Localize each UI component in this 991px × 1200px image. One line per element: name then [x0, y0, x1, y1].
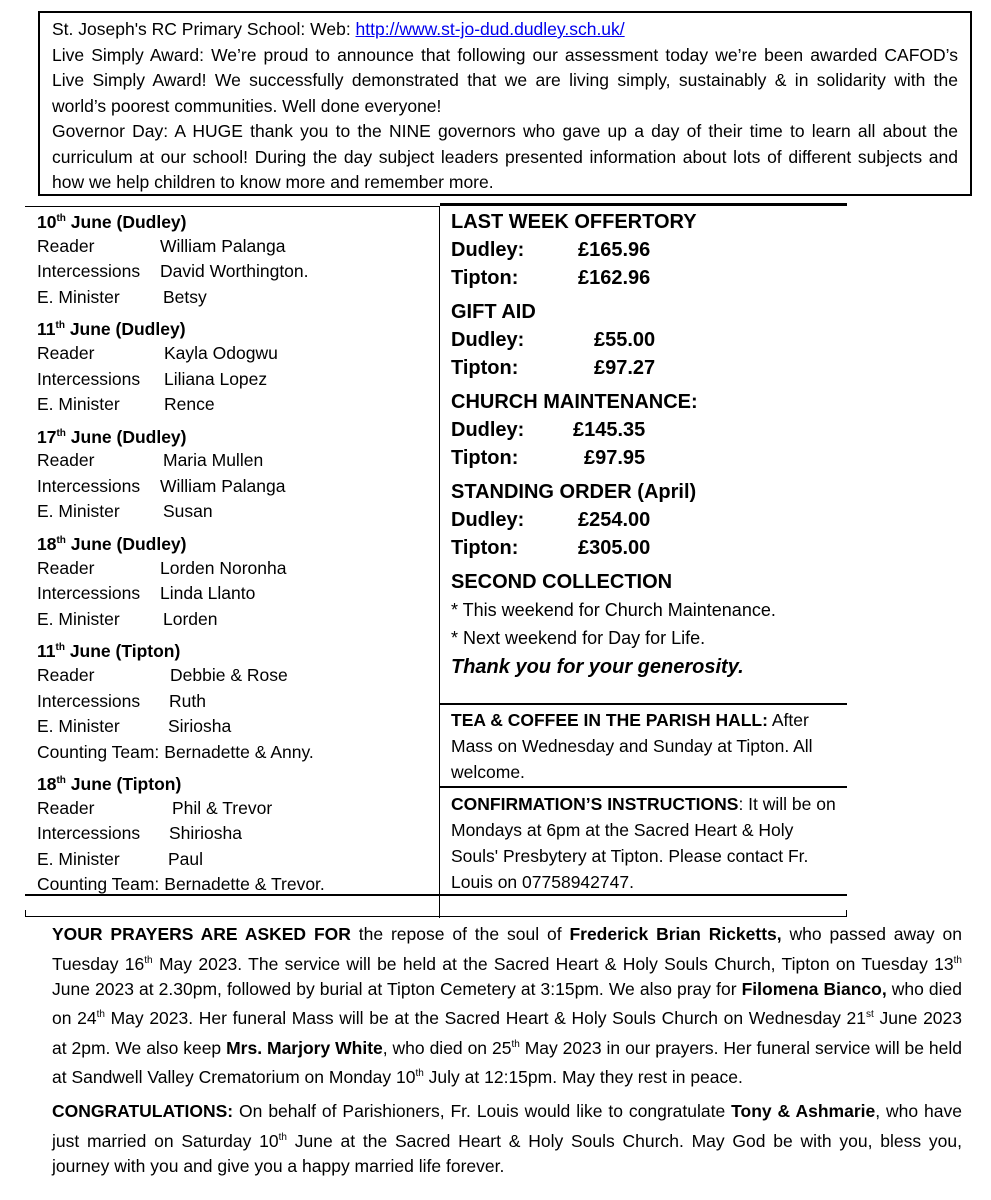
- notices-bottom: [52, 922, 962, 1189]
- offertory-top-rule: [440, 203, 847, 206]
- rota-role: Intercessions: [37, 368, 141, 389]
- rota-row: [37, 556, 437, 582]
- offertory-panel: [451, 208, 841, 688]
- footer-tick-left: [25, 910, 26, 917]
- text: May 2023. The service will be held at the Sacred Heart & Holy Souls Church, Tipton on Tuesday 13: [152, 953, 954, 974]
- rota-person: David Worthington.: [160, 261, 309, 282]
- offertory-row: [451, 506, 841, 534]
- rota-day: [37, 422, 437, 525]
- thanks-message: Thank you for your generosity.: [451, 656, 744, 678]
- rota-row: [37, 796, 437, 822]
- text: June at the Sacred Heart & Holy Souls Church. May God be with you, bless you, journey with you and give you a happy married life forever.: [52, 1130, 962, 1177]
- rota-row: [37, 285, 437, 311]
- church-location: Dudley:: [451, 239, 525, 261]
- rota-person: Debbie & Rose: [170, 665, 288, 686]
- rota-role: Intercessions: [37, 261, 141, 282]
- deceased-name: Frederick Brian Ricketts,: [569, 924, 782, 944]
- church-location: Tipton:: [451, 357, 519, 379]
- rota-row: [37, 607, 437, 633]
- offertory-row: [451, 534, 841, 562]
- rota-person: William Palanga: [160, 475, 286, 496]
- ordinal: th: [56, 427, 66, 439]
- rota-role: E. Minister: [37, 608, 120, 629]
- rota-row: [37, 740, 437, 766]
- church-location: Tipton:: [451, 447, 519, 469]
- rota-person: Lorden Noronha: [160, 557, 287, 578]
- rota-place: June (Dudley): [65, 211, 187, 232]
- rota-role: Reader: [37, 450, 95, 471]
- rota-role: Counting Team:: [37, 741, 160, 762]
- church-location: Tipton:: [451, 267, 519, 289]
- amount: £55.00: [594, 329, 656, 351]
- text: who died on 24: [52, 978, 962, 1029]
- live-simply-award: Live Simply Award: We’re proud to announce that following our assessment today we’re been awarded CAFOD’s Live Simply Award! We successfully demonstrated that we are living simply, sustainably & in solidarity with the world’s poorest communities. Well done everyone!: [52, 44, 958, 116]
- rota-person: William Palanga: [160, 235, 286, 256]
- confirmation-title: CONFIRMATION’S INSTRUCTIONS: [451, 794, 739, 814]
- prayers-lead: YOUR PRAYERS ARE ASKED FOR: [52, 924, 351, 944]
- rota-row: [37, 872, 437, 898]
- ordinal: th: [56, 775, 66, 787]
- rota-day-number: 11: [37, 319, 56, 340]
- rota-person: Rence: [164, 394, 215, 415]
- confirmation-notice: [451, 791, 841, 895]
- text: , who died on 25: [382, 1037, 512, 1058]
- rota-role: Reader: [37, 797, 95, 818]
- rota-row: [37, 663, 437, 689]
- rota-row: [37, 367, 437, 393]
- rota-role: Intercessions: [37, 475, 141, 496]
- school-web-line: [52, 17, 958, 43]
- rota-place: June (Dudley): [64, 319, 186, 340]
- offertory-row: [451, 444, 841, 472]
- amount: £145.35: [573, 419, 646, 441]
- school-notice-box: [38, 11, 972, 196]
- tea-body: After Mass on Wednesday and Sunday at Tipton. All welcome.: [451, 710, 813, 782]
- rota-row: [37, 847, 437, 873]
- rota-person: Linda Llanto: [160, 583, 256, 604]
- church-location: Tipton:: [451, 537, 519, 559]
- ministry-rota: [37, 207, 437, 902]
- school-website-link[interactable]: http://www.st-jo-dud.dudley.sch.uk/: [355, 19, 625, 39]
- amount: £165.96: [578, 239, 651, 261]
- rota-role: Reader: [37, 665, 95, 686]
- rota-day-number: 18: [37, 533, 57, 554]
- rota-role: E. Minister: [37, 286, 120, 307]
- rota-date-heading: [37, 207, 437, 234]
- text: who passed away on Tuesday 16: [52, 924, 962, 974]
- section-title: CHURCH MAINTENANCE:: [451, 391, 698, 413]
- offertory-row: [451, 236, 841, 264]
- rota-date-heading: [37, 314, 437, 341]
- rota-date-heading: [37, 422, 437, 449]
- tea-title: TEA & COFFEE IN THE PARISH HALL:: [451, 710, 768, 730]
- section-title: LAST WEEK OFFERTORY: [451, 211, 697, 233]
- church-location: Dudley:: [451, 509, 525, 531]
- offertory-row: [451, 326, 841, 354]
- ordinal: th: [96, 1009, 105, 1021]
- rota-person: Shiriosha: [169, 823, 242, 844]
- rota-role: E. Minister: [37, 716, 120, 737]
- rota-day: [37, 314, 437, 417]
- rota-role: E. Minister: [37, 394, 120, 415]
- amount: £97.27: [594, 357, 656, 379]
- ordinal: th: [55, 642, 65, 654]
- rota-row: [37, 581, 437, 607]
- rota-row: [37, 499, 437, 525]
- ordinal: th: [278, 1131, 287, 1143]
- rota-role: Intercessions: [37, 583, 141, 604]
- deceased-name: Filomena Bianco,: [741, 978, 887, 999]
- rota-person: Paul: [168, 848, 204, 869]
- church-location: Dudley:: [451, 329, 525, 351]
- offertory-row: [451, 264, 841, 292]
- rota-person: Betsy: [163, 286, 207, 307]
- text: the repose of the soul of: [350, 924, 570, 944]
- ordinal: th: [511, 1038, 520, 1050]
- rota-person: Siriosha: [168, 716, 232, 737]
- rota-role: E. Minister: [37, 848, 120, 869]
- rota-role: Intercessions: [37, 823, 141, 844]
- tea-bottom-rule: [440, 786, 847, 788]
- rota-person: Liliana Lopez: [164, 368, 268, 389]
- rota-day-number: 10: [37, 211, 57, 232]
- rota-role: E. Minister: [37, 501, 120, 522]
- rota-role: Intercessions: [37, 690, 141, 711]
- standing-order: [451, 478, 841, 562]
- rota-role: Reader: [37, 343, 95, 364]
- church-maintenance: [451, 388, 841, 472]
- rota-day: [37, 529, 437, 632]
- amount: £254.00: [578, 509, 651, 531]
- text: On behalf of Parishioners, Fr. Louis would like to congratulate: [233, 1101, 732, 1122]
- rota-place: June (Tipton): [64, 641, 181, 662]
- rota-place: June (Dudley): [65, 533, 187, 554]
- ordinal: th: [144, 954, 153, 966]
- ordinal: th: [56, 534, 66, 546]
- rota-date-heading: [37, 769, 437, 796]
- church-location: Dudley:: [451, 419, 525, 441]
- rota-row: [37, 448, 437, 474]
- deceased-name: Mrs. Marjory White: [226, 1037, 383, 1058]
- rota-row: [37, 234, 437, 260]
- section-title: STANDING ORDER (April): [451, 481, 697, 503]
- column-divider: [439, 206, 440, 918]
- school-name: St. Joseph's RC Primary School: Web:: [52, 19, 356, 39]
- rota-row: [37, 474, 437, 500]
- rota-row: [37, 714, 437, 740]
- rota-person: Bernadette & Trevor.: [164, 874, 325, 895]
- rota-day-number: 17: [37, 426, 57, 447]
- tea-coffee-notice: [451, 707, 841, 785]
- rota-person: Maria Mullen: [163, 450, 264, 471]
- footer-tick-right: [846, 910, 847, 917]
- amount: £97.95: [584, 447, 646, 469]
- rota-role: Reader: [37, 235, 95, 256]
- section-title: SECOND COLLECTION: [451, 571, 673, 593]
- rota-person: Ruth: [169, 690, 206, 711]
- offertory-bottom-rule: [440, 703, 847, 705]
- gift-aid: [451, 298, 841, 382]
- text: June 2023 at 2.30pm, followed by burial at Tipton Cemetery at 3:15pm. We also pray for: [52, 978, 742, 999]
- rota-day: [37, 769, 437, 898]
- text: June 2023 at 2pm. We also keep: [52, 1008, 962, 1058]
- ordinal: st: [866, 1009, 874, 1021]
- rota-day: [37, 207, 437, 310]
- couple-names: Tony & Ashmarie: [731, 1101, 876, 1122]
- rota-day-number: 11: [37, 641, 56, 662]
- rota-date-heading: [37, 529, 437, 556]
- second-collection: [451, 568, 841, 682]
- rota-row: [37, 689, 437, 715]
- text: May 2023. Her funeral Mass will be at the Sacred Heart & Holy Souls Church on Wednesday 21: [104, 1008, 867, 1029]
- rota-role: Counting Team:: [37, 874, 160, 895]
- rota-row: [37, 392, 437, 418]
- ordinal: th: [55, 320, 65, 332]
- rota-person: Lorden: [163, 608, 218, 629]
- rota-row: [37, 341, 437, 367]
- second-collection-this-weekend: * This weekend for Church Maintenance.: [451, 600, 776, 620]
- rota-day: [37, 636, 437, 765]
- rota-row: [37, 259, 437, 285]
- rota-row: [37, 821, 437, 847]
- rota-day-number: 18: [37, 773, 57, 794]
- ordinal: th: [415, 1067, 424, 1079]
- amount: £305.00: [578, 537, 651, 559]
- amount: £162.96: [578, 267, 651, 289]
- last-week-offertory: [451, 208, 841, 292]
- rota-person: Kayla Odogwu: [164, 343, 278, 364]
- congrats-lead: CONGRATULATIONS:: [52, 1101, 234, 1122]
- rota-person: Bernadette & Anny.: [164, 741, 314, 762]
- prayers-notice: [52, 922, 962, 1090]
- section-title: GIFT AID: [451, 301, 536, 323]
- governor-day: Governor Day: A HUGE thank you to the NINE governors who gave up a day of their time to learn all about the curriculum at our school! During the day subject leaders presented information about lots of different subjects and how we help children to know more and remember more.: [52, 121, 958, 192]
- rota-person: Phil & Trevor: [172, 797, 273, 818]
- second-collection-next-weekend: * Next weekend for Day for Life.: [451, 628, 706, 648]
- rota-person: Susan: [163, 501, 213, 522]
- rota-place: June (Dudley): [65, 426, 187, 447]
- ordinal: th: [953, 954, 962, 966]
- rota-date-heading: [37, 636, 437, 663]
- footer-rule: [25, 916, 847, 917]
- confirmation-body: : It will be on Mondays at 6pm at the Sacred Heart & Holy Souls' Presbytery at Tipton. Please contact Fr. Louis on 07758942747.: [451, 794, 836, 892]
- rota-role: Reader: [37, 557, 95, 578]
- text: May 2023 in our prayers. Her funeral service will be held at Sandwell Valley Crematorium on Monday 10: [52, 1037, 963, 1087]
- rota-place: June (Tipton): [65, 773, 182, 794]
- text: , who have just married on Saturday 10: [52, 1101, 962, 1151]
- text: July at 12:15pm. May they rest in peace.: [423, 1066, 743, 1087]
- offertory-row: [451, 354, 841, 382]
- congratulations-notice: [52, 1099, 962, 1179]
- ordinal: th: [56, 213, 66, 224]
- offertory-row: [451, 416, 841, 444]
